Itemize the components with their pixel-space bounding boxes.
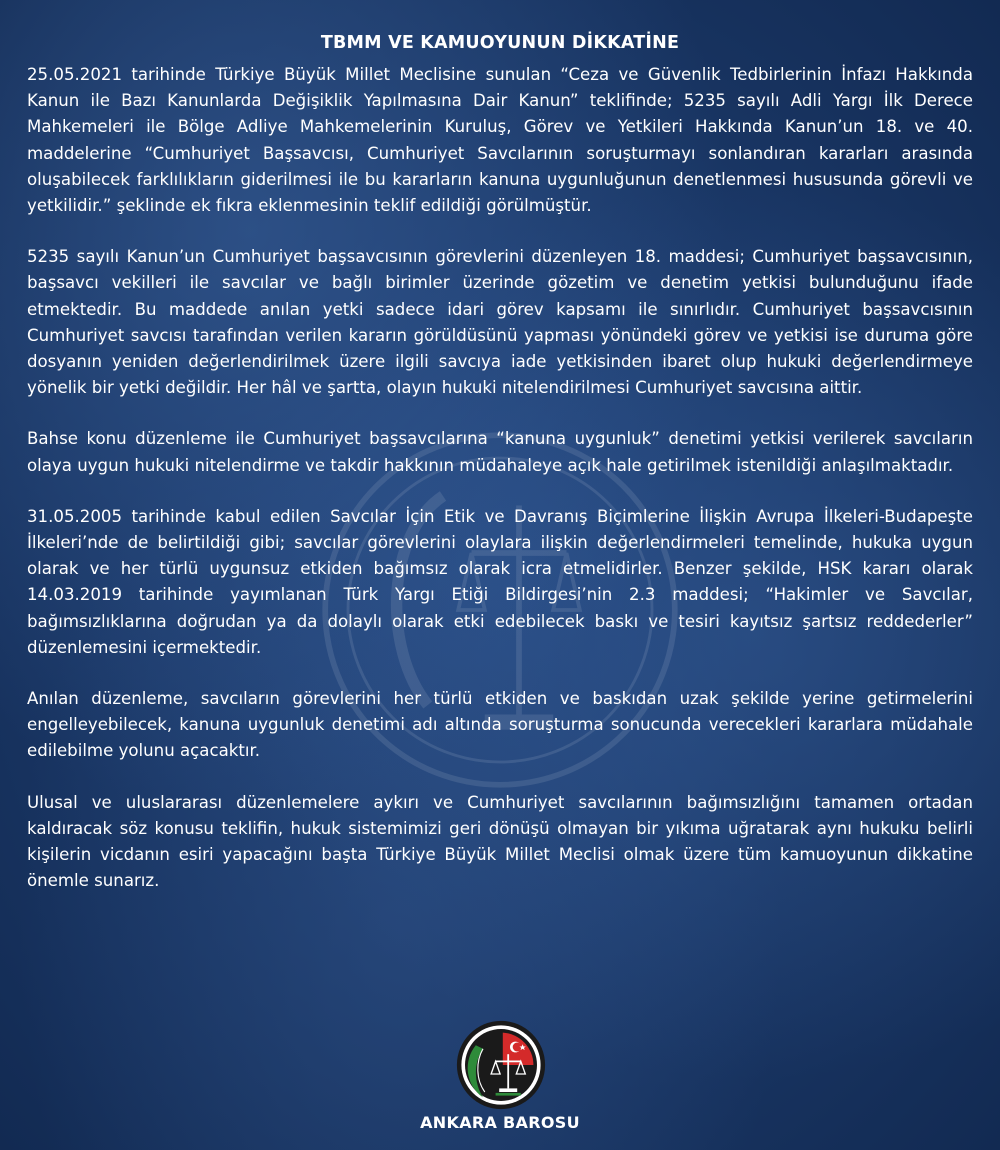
ankara-bar-association-seal-icon bbox=[456, 1020, 546, 1110]
page-title: TBMM VE KAMUOYUNUN DİKKATİNE bbox=[320, 33, 680, 53]
paragraph: 31.05.2005 tarihinde kabul edilen Savcılar İçin Etik ve Davranış Biçimlerine İlişkin Avrupa İlkeleri-Budapeşte İlkeleri’nde de belirtildiği gibi; savcılar görevlerini olaylara ilişkin değerlendirmeleri temelinde, hukuka uygun olarak ve her türlü uygunsuz etkiden bağımsız olarak icra etmelidirler. Benzer şekilde, HSK kararı olarak 14.03.2019 tarihinde yayımlanan Türk Yargı Etiği Bildirgesi’nin 2.3 maddesi; “Hakimler ve Savcılar, bağımsızlıklarına doğrudan ya da dolaylı olarak etki edebilecek baskı ve tesiri kayıtsız şartsız reddederler” düzenlemesini içermektedir. bbox=[27, 506, 973, 657]
paragraph: Ulusal ve uluslararası düzenlemelere aykırı ve Cumhuriyet savcılarının bağımsızlığını tamamen ortadan kaldıracak söz konusu teklifin, hukuk sistemimizi geri dönüşü olmayan bir yıkıma uğratarak aynı hukuku belirli kişilerin vicdanın esiri yapacağını başta Türkiye Büyük Millet Meclisi olmak üzere tüm kamuoyunun dikkatine önemle sunarız. bbox=[27, 792, 973, 891]
paragraph: 5235 sayılı Kanun’un Cumhuriyet başsavcısının görevlerini düzenleyen 18. maddesi; Cumhuriyet başsavcısının, başsavcı vekilleri ile savcılar ve bağlı birimler üzerinde gözetim ve denetim yetkisi bulunduğunu ifade etmektedir. Bu maddede anılan yetki sadece idari görev kapsamı ile sınırlıdır. Cumhuriyet başsavcısının Cumhuriyet savcısı tarafından verilen kararın görüldüsünü yapması yönündeki görev ve yetkisi ise duruma göre dosyanın yeniden değerlendirilmek üzere ilgili savcıya iade yetkisinden ibaret olup hukuki değerlendirmeye yönelik bir yetki değildir. Her hâl ve şartta, olayın hukuki nitelendirilmesi Cumhuriyet savcısına aittir. bbox=[27, 247, 973, 398]
statement-body bbox=[27, 62, 973, 919]
signature-org-name: ANKARA BAROSU bbox=[420, 1113, 580, 1132]
paragraph: Anılan düzenleme, savcıların görevlerini her türlü etkiden ve baskıdan uzak şekilde yerine getirmelerini engelleyebilecek, kanuna uygunluk denetimi adı altında soruşturma sonucunda verecekleri kararlara müdahale edilebilme yolunu açacaktır. bbox=[27, 689, 973, 761]
paragraph: 25.05.2021 tarihinde Türkiye Büyük Millet Meclisine sunulan “Ceza ve Güvenlik Tedbirlerinin İnfazı Hakkında Kanun ile Bazı Kanunlarda Değişiklik Yapılmasına Dair Kanun” teklifinde; 5235 sayılı Adli Yargı İlk Derece Mahkemeleri ile Bölge Adliye Mahkemelerinin Kuruluş, Görev ve Yetkileri Hakkında Kanun’un 18. ve 40. maddelerine “Cumhuriyet Başsavcısı, Cumhuriyet Savcılarının soruşturmayı sonlandıran kararları arasında oluşabilecek farklılıkların giderilmesi ile bu kararların kanuna uygunluğunun denetlenmesi hususunda görevli ve yetkilidir.” şeklinde ek fıkra eklenmesinin teklif edildiği görülmüştür. bbox=[27, 65, 973, 216]
paragraph: Bahse konu düzenleme ile Cumhuriyet başsavcılarına “kanuna uygunluk” denetimi yetkisi verilerek savcıların olaya uygun hukuki nitelendirme ve takdir hakkının müdahaleye açık hale getirilmek istenildiği anlaşılmaktadır. bbox=[27, 429, 973, 475]
